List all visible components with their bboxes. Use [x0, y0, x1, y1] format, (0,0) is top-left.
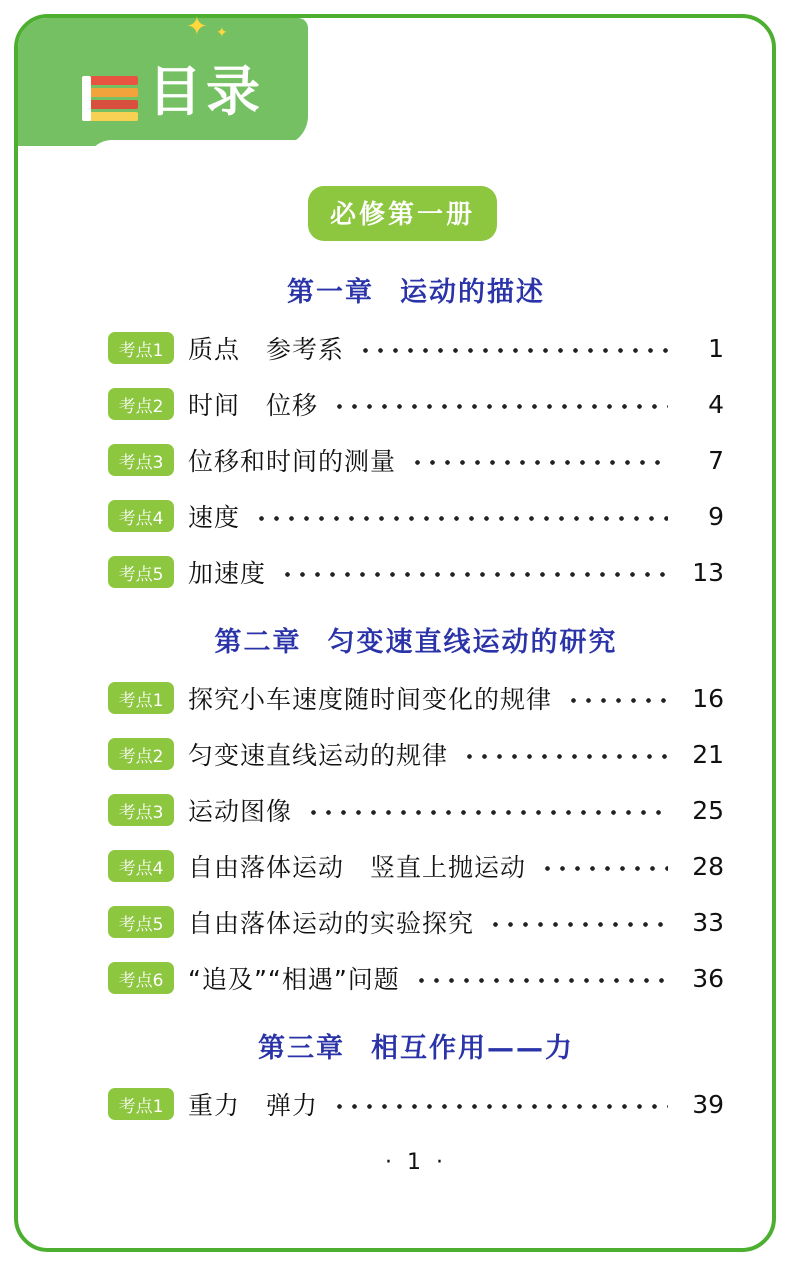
leader-dots	[306, 798, 668, 822]
chapter-heading-2	[86, 620, 746, 659]
knowledge-point-badge: 考点5	[108, 906, 174, 938]
toc-entry[interactable]	[108, 498, 724, 534]
entry-title: 匀变速直线运动的规律	[188, 741, 449, 770]
entry-title: 自由落体运动的实验探究	[188, 909, 475, 938]
entry-page-number: 39	[692, 1089, 724, 1119]
leader-dots	[280, 560, 668, 584]
chapter-number: 第一章	[287, 277, 374, 308]
leader-dots	[410, 448, 668, 472]
knowledge-point-badge: 考点4	[108, 850, 174, 882]
leader-dots	[540, 854, 668, 878]
leader-dots	[358, 336, 668, 360]
leader-dots	[462, 742, 668, 766]
toc-entry[interactable]	[108, 442, 724, 478]
toc-entry[interactable]	[108, 960, 724, 996]
entry-title: 速度	[188, 503, 241, 532]
knowledge-point-badge: 考点2	[108, 388, 174, 420]
books-icon	[82, 76, 140, 120]
entry-title: 自由落体运动 竖直上抛运动	[188, 853, 527, 882]
toc-entry[interactable]	[108, 904, 724, 940]
chapter-name: 匀变速直线运动的研究	[327, 627, 618, 658]
entry-title: 位移和时间的测量	[188, 447, 397, 476]
entry-title: 质点 参考系	[188, 335, 345, 364]
entry-title: “追及”“相遇”问题	[188, 965, 400, 994]
leader-dots	[254, 504, 668, 528]
toc-entry[interactable]	[108, 680, 724, 716]
toc-entry[interactable]	[108, 554, 724, 590]
entry-title: 探究小车速度随时间变化的规律	[188, 685, 553, 714]
knowledge-point-badge: 考点5	[108, 556, 174, 588]
entry-page-number: 4	[708, 389, 724, 419]
toc-entry[interactable]	[108, 792, 724, 828]
chapter-name: 相互作用——力	[371, 1033, 574, 1064]
knowledge-point-badge: 考点6	[108, 962, 174, 994]
toc-entry[interactable]	[108, 1086, 724, 1122]
entry-page-number: 36	[692, 963, 724, 993]
page-footer: · 1 ·	[385, 1150, 447, 1175]
entry-page-number: 1	[708, 333, 724, 363]
entry-title: 时间 位移	[188, 391, 319, 420]
entry-title: 加速度	[188, 559, 267, 588]
knowledge-point-badge: 考点4	[108, 500, 174, 532]
volume-badge: 必修第一册	[308, 186, 497, 241]
page-title: 目录	[148, 60, 264, 123]
toc-entry[interactable]	[108, 848, 724, 884]
star-icon: ✦	[186, 12, 208, 42]
chapter-heading-3	[86, 1026, 746, 1065]
leader-dots	[566, 686, 668, 710]
toc-entry[interactable]	[108, 330, 724, 366]
entry-page-number: 33	[692, 907, 724, 937]
leader-dots	[414, 966, 668, 990]
star-icon-small: ✦	[216, 25, 228, 41]
entry-title: 重力 弹力	[188, 1091, 319, 1120]
entry-page-number: 25	[692, 795, 724, 825]
knowledge-point-badge: 考点1	[108, 1088, 174, 1120]
entry-page-number: 16	[692, 683, 724, 713]
chapter-name: 运动的描述	[400, 277, 545, 308]
entry-page-number: 28	[692, 851, 724, 881]
leader-dots	[488, 910, 668, 934]
knowledge-point-badge: 考点2	[108, 738, 174, 770]
entry-page-number: 7	[708, 445, 724, 475]
entry-page-number: 9	[708, 501, 724, 531]
chapter-number: 第三章	[258, 1033, 345, 1064]
chapter-heading-1	[86, 270, 746, 309]
toc-entry[interactable]	[108, 386, 724, 422]
knowledge-point-badge: 考点3	[108, 444, 174, 476]
entry-title: 运动图像	[188, 797, 293, 826]
chapter-number: 第二章	[214, 627, 302, 658]
knowledge-point-badge: 考点1	[108, 682, 174, 714]
entry-page-number: 13	[692, 557, 724, 587]
entry-page-number: 21	[692, 739, 724, 769]
leader-dots	[332, 392, 668, 416]
toc-content	[86, 140, 746, 1216]
knowledge-point-badge: 考点1	[108, 332, 174, 364]
leader-dots	[332, 1092, 668, 1116]
header-tab	[18, 12, 308, 146]
toc-entry[interactable]	[108, 736, 724, 772]
knowledge-point-badge: 考点3	[108, 794, 174, 826]
